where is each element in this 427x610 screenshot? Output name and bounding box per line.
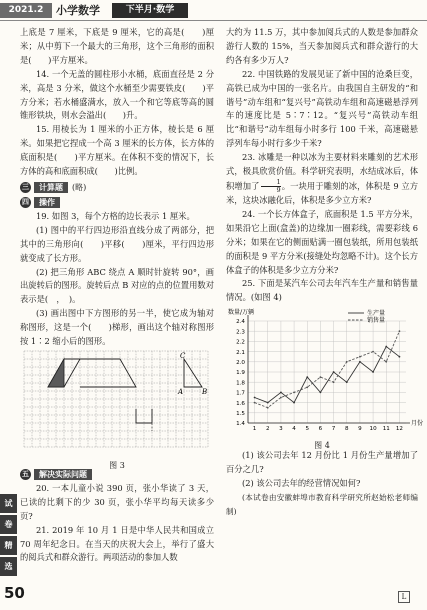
figure-4-chart <box>226 307 424 435</box>
point-label-c: C <box>180 351 186 360</box>
question-23 <box>226 151 418 208</box>
y-tick-label: 2.1 <box>236 350 245 357</box>
question-15: 15. 用棱长为 1 厘米的小正方体，棱长是 6 厘米。如果把它捏成一个高 3 厘米的长方体，长方体的底面积是( )平方厘米。在体积不变的情况下，长方体的高和底面积成( )比例。 <box>20 124 214 177</box>
side-tab: 试 <box>0 494 17 513</box>
y-tick-label: 2.3 <box>236 329 245 336</box>
section-number-icon: 五 <box>22 469 29 478</box>
data-point <box>399 331 401 333</box>
y-tick-label: 1.8 <box>236 380 245 387</box>
question-24: 24. 一个长方体盒子，底面积是 1.5 平方分米，如果沿它上面(盒盖)的边缘加一圈彩线，需要彩线 6 分米；如果在它的侧面贴满一圈包装纸，所用包装纸的面积是 9 平方分米(接缝处均忽略不计)。这个长方体盒子的体积是多少立方分米? <box>226 208 418 275</box>
x-tick-label: 10 <box>369 426 377 433</box>
section-title: 解决实际问题 <box>34 469 92 480</box>
fraction-numerator: 1 <box>261 179 281 187</box>
data-point <box>293 392 295 394</box>
data-point <box>385 346 387 348</box>
question-23-part-a: 23. 冰雕是一种以冰为主要材料来雕刻的艺术形式，极具欣赏价值。科学研究表明，水结成冰后，体积增加了 <box>226 152 418 191</box>
x-tick-label: 7 <box>331 426 336 433</box>
page-number: 50 <box>4 584 25 602</box>
data-point <box>346 382 348 384</box>
section-number-icon: 四 <box>22 197 29 206</box>
data-point <box>385 361 387 363</box>
question-23-part-b: 。一块用于雕刻的冰，体积是 9 立方米，这块冰融化后，体积是多少立方米? <box>226 180 418 205</box>
x-tick-label: 6 <box>318 426 323 433</box>
figure-3 <box>20 351 214 470</box>
section-title: 操作 <box>34 197 60 208</box>
question-22: 22. 中国铁路的发展见证了新中国的沧桑巨变，高铁已成为中国的一张名片。由我国自主研发的“和谐号”动车组和“复兴号”高铁动车组和高速磁悬浮列车的速度比是 5∶7∶12。“复兴号”高铁动车组比“和谐号”动车组每小时多行 100 千米，高速磁悬浮列车每小时行多少千米? <box>226 68 418 149</box>
y-tick-label: 1.6 <box>236 401 245 408</box>
x-axis-label: 月份 <box>411 420 424 428</box>
y-tick-label: 1.5 <box>236 411 245 418</box>
legend-label: 销售量 <box>367 317 386 325</box>
data-point <box>254 397 256 399</box>
data-point <box>306 376 308 378</box>
data-point <box>293 402 295 404</box>
x-tick-label: 9 <box>358 426 362 433</box>
y-tick-label: 1.9 <box>236 370 245 377</box>
question-20: 20. 一本儿童小说 390 页，张小华读了 3 天，已读的比剩下的少 30 页，张小华平均每天读多少页? <box>20 482 214 521</box>
figure-4 <box>226 307 424 451</box>
y-tick-label: 2.4 <box>236 319 245 326</box>
data-point <box>280 397 282 399</box>
section-calculation <box>20 181 214 195</box>
x-tick-label: 3 <box>279 426 283 433</box>
data-point <box>280 392 282 394</box>
figure-3-grid <box>20 351 214 455</box>
side-tab: 精 <box>0 536 17 555</box>
data-point <box>320 376 322 378</box>
page-header <box>0 0 427 22</box>
figure-3-caption: 图 3 <box>109 460 125 470</box>
y-tick-label: 1.7 <box>236 390 245 397</box>
data-point <box>399 356 401 358</box>
section-title: 计算题 <box>34 182 68 193</box>
question-19-part-3: (3) 画出图中下方图形的另一半，使它成为轴对称图形，这是一个( )梯形，画出这个轴对称图形按 1∶2 缩小后的图形。 <box>20 308 214 347</box>
series-line-production <box>255 347 400 403</box>
question-19-intro: 19. 如图 3，每个方格的边长表示 1 厘米。 <box>36 210 195 221</box>
question-19-part-2: (2) 把三角形 ABC 绕点 A 顺时针旋转 90°，画出旋转后的图形。旋转后点 B 对应的点的位置用数对表示是( ， )。 <box>20 266 214 305</box>
x-tick-label: 5 <box>305 426 310 433</box>
data-point <box>333 371 335 373</box>
side-section-tabs <box>0 494 18 578</box>
footer-mark: L <box>398 591 410 603</box>
data-point <box>372 351 374 353</box>
x-tick-label: 4 <box>292 426 296 433</box>
point-label-a: A <box>178 387 184 396</box>
section-number-icon: 三 <box>22 183 29 192</box>
data-point <box>306 387 308 389</box>
fraction-one-ninth <box>261 179 281 194</box>
data-point <box>320 392 322 394</box>
data-point <box>346 361 348 363</box>
data-point <box>267 407 269 409</box>
question-21: 21. 2019 年 10 月 1 日是中华人民共和国成立 70 周年纪念日。在当天的庆祝大会上，举行了盛大的阅兵式和群众游行。两项活动的参加人数 <box>20 524 214 563</box>
x-tick-label: 11 <box>382 426 390 433</box>
question-13-continued: 上底是 7 厘米，下底是 9 厘米，它的高是( )厘米；从中剪下一个最大的三角形，这个三角形的面积是( )平方厘米。 <box>20 27 214 65</box>
section-note: (略) <box>72 182 87 192</box>
question-25: 25. 下面是某汽车公司去年汽车生产量和销售量情况。(如图 4) <box>226 278 418 303</box>
editor-note: (本试卷由安徽蚌埠市教育科学研究所赵始松老师编制) <box>226 492 418 516</box>
header-divider <box>0 20 427 21</box>
side-tab: 卷 <box>0 515 17 534</box>
question-25-part-1: (1) 该公司去年 12 月份比 1 月份生产量增加了百分之几? <box>226 450 418 475</box>
data-point <box>359 361 361 363</box>
data-point <box>254 402 256 404</box>
data-point <box>372 371 374 373</box>
y-tick-label: 1.4 <box>236 421 245 428</box>
x-tick-label: 12 <box>395 426 403 433</box>
figure-4-caption: 图 4 <box>314 441 330 451</box>
data-point <box>267 402 269 404</box>
x-tick-label: 2 <box>265 426 270 433</box>
issue-year-badge: 2021.2 <box>0 3 52 18</box>
right-column <box>226 26 424 519</box>
y-axis-label: 数量/万辆 <box>228 309 255 317</box>
question-25-part-2: (2) 该公司去年的经营情况如何? <box>242 478 361 489</box>
question-14: 14. 一个无盖的圆柱形小水桶，底面直径是 2 分米，高是 3 分米，做这个水桶至少需要铁皮( )平方分米；若水桶盛满水，放入一个和它等底等高的圆锥形铁块，则水会溢出( )升。 <box>20 68 214 121</box>
section-operation <box>20 197 214 208</box>
y-tick-label: 2.2 <box>236 339 245 346</box>
fraction-denominator: 9 <box>276 185 281 194</box>
question-21-continued: 大约为 11.5 万，其中参加阅兵式的人数是参加群众游行人数的 15%，当天参加阅兵式和群众游行的大约各有多少万人? <box>226 27 418 65</box>
issue-label: 下半月·数学 <box>112 3 188 18</box>
x-tick-label: 8 <box>344 426 349 433</box>
left-column <box>20 26 214 565</box>
question-19-part-1: (1) 图中的平行四边形沿直线分成了两部分，把其中的三角形向( )平移( )厘米，平行四边形就变成了长方形。 <box>20 224 214 263</box>
data-point <box>359 356 361 358</box>
x-tick-label: 1 <box>252 426 257 433</box>
point-label-b: B <box>202 387 208 396</box>
magazine-brand: 小学数学 <box>56 4 100 17</box>
y-tick-label: 2.0 <box>236 360 245 367</box>
side-tab: 选 <box>0 557 17 576</box>
data-point <box>333 382 335 384</box>
legend-label: 生产量 <box>367 310 386 318</box>
